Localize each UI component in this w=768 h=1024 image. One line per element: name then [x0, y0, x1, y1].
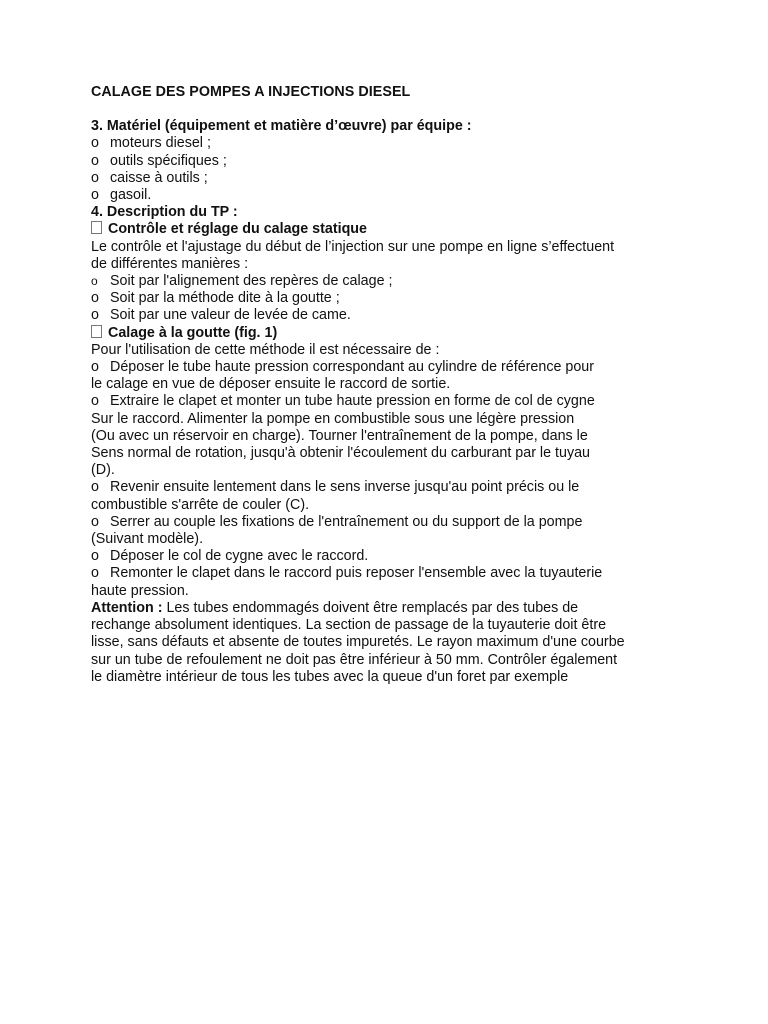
paragraph-line: le diamètre intérieur de tous les tubes avec la queue d'un foret par exemple — [91, 668, 569, 685]
bullet-icon: o — [91, 135, 99, 152]
list-item — [91, 307, 681, 324]
step-continuation: haute pression. — [91, 582, 189, 599]
list-item — [91, 187, 681, 204]
section-4-heading: 4. Description du TP : — [91, 204, 238, 221]
step-continuation: (D). — [91, 462, 115, 479]
bullet-icon: o — [91, 393, 99, 410]
list-item — [91, 170, 681, 187]
paragraph-line: Pour l'utilisation de cette méthode il est nécessaire de : — [91, 341, 440, 358]
subsection-heading — [91, 325, 681, 342]
bullet-icon: o — [91, 274, 98, 289]
list-item — [91, 290, 681, 307]
bullet-icon: o — [91, 290, 99, 307]
step-text: Serrer au couple les fixations de l'entraînement ou du support de la pompe — [110, 513, 583, 530]
step-continuation: combustible s'arrête de couler (C). — [91, 496, 310, 513]
list-item-text: gasoil. — [110, 187, 152, 204]
paragraph-line: de différentes manières : — [91, 255, 249, 272]
list-item-text: Soit par l'alignement des repères de calage ; — [110, 273, 393, 290]
bullet-icon: o — [91, 359, 99, 376]
paragraph-line: Le contrôle et l'ajustage du début de l’injection sur une pompe en ligne s’effectuent — [91, 238, 615, 255]
paragraph-line: sur un tube de refoulement ne doit pas être inférieur à 50 mm. Contrôler également — [91, 651, 618, 668]
step-text: Déposer le col de cygne avec le raccord. — [110, 548, 369, 565]
list-item-text: Soit par la méthode dite à la goutte ; — [110, 290, 340, 307]
step-item — [91, 565, 681, 582]
subsection-heading-text: Contrôle et réglage du calage statique — [108, 221, 367, 238]
step-text: Extraire le clapet et monter un tube haute pression en forme de col de cygne — [110, 393, 595, 410]
step-item — [91, 548, 681, 565]
list-item — [91, 153, 681, 170]
bullet-icon: o — [91, 565, 99, 582]
list-item-text: caisse à outils ; — [110, 169, 208, 186]
step-item — [91, 359, 681, 376]
bullet-icon: o — [91, 187, 99, 204]
bullet-icon: o — [91, 479, 99, 496]
list-item-text: outils spécifiques ; — [110, 152, 227, 169]
checkbox-glyph-icon — [91, 221, 102, 234]
step-continuation: Sur le raccord. Alimenter la pompe en combustible sous une légère pression — [91, 410, 575, 427]
subsection-heading-text: Calage à la goutte (fig. 1) — [108, 324, 278, 341]
step-continuation: le calage en vue de déposer ensuite le raccord de sortie. — [91, 376, 451, 393]
step-continuation: Sens normal de rotation, jusqu'à obtenir l'écoulement du carburant par le tuyau — [91, 445, 591, 462]
step-item — [91, 514, 681, 531]
section-3-heading: 3. Matériel (équipement et matière d’œuvre) par équipe : — [91, 118, 472, 135]
attention-text: Les tubes endommagés doivent être remplacés par des tubes de — [166, 599, 579, 616]
step-item — [91, 393, 681, 410]
attention-label: Attention : — [91, 599, 163, 616]
list-item-text: moteurs diesel ; — [110, 135, 211, 152]
step-continuation: (Suivant modèle). — [91, 531, 204, 548]
step-text: Remonter le clapet dans le raccord puis reposer l'ensemble avec la tuyauterie — [110, 565, 603, 582]
list-item — [91, 135, 681, 152]
step-text: Déposer le tube haute pression correspondant au cylindre de référence pour — [110, 359, 595, 376]
bullet-icon: o — [91, 152, 99, 169]
list-item — [91, 273, 681, 290]
step-text: Revenir ensuite lentement dans le sens inverse jusqu'au point précis ou le — [110, 479, 580, 496]
bullet-icon: o — [91, 169, 99, 186]
document-page — [91, 84, 681, 686]
step-continuation: (Ou avec un réservoir en charge). Tourner l'entraînement de la pompe, dans le — [91, 427, 588, 444]
paragraph-line: rechange absolument identiques. La section de passage de la tuyauterie doit être — [91, 617, 607, 634]
checkbox-glyph-icon — [91, 325, 102, 338]
subsection-heading — [91, 221, 681, 238]
paragraph-line: lisse, sans défauts et absente de toutes impuretés. Le rayon maximum d'une courbe — [91, 634, 625, 651]
attention-paragraph — [91, 600, 681, 617]
document-title: CALAGE DES POMPES A INJECTIONS DIESEL — [91, 84, 411, 100]
step-item — [91, 479, 681, 496]
bullet-icon: o — [91, 307, 99, 324]
bullet-icon: o — [91, 513, 99, 530]
bullet-icon: o — [91, 548, 99, 565]
list-item-text: Soit par une valeur de levée de came. — [110, 307, 351, 324]
